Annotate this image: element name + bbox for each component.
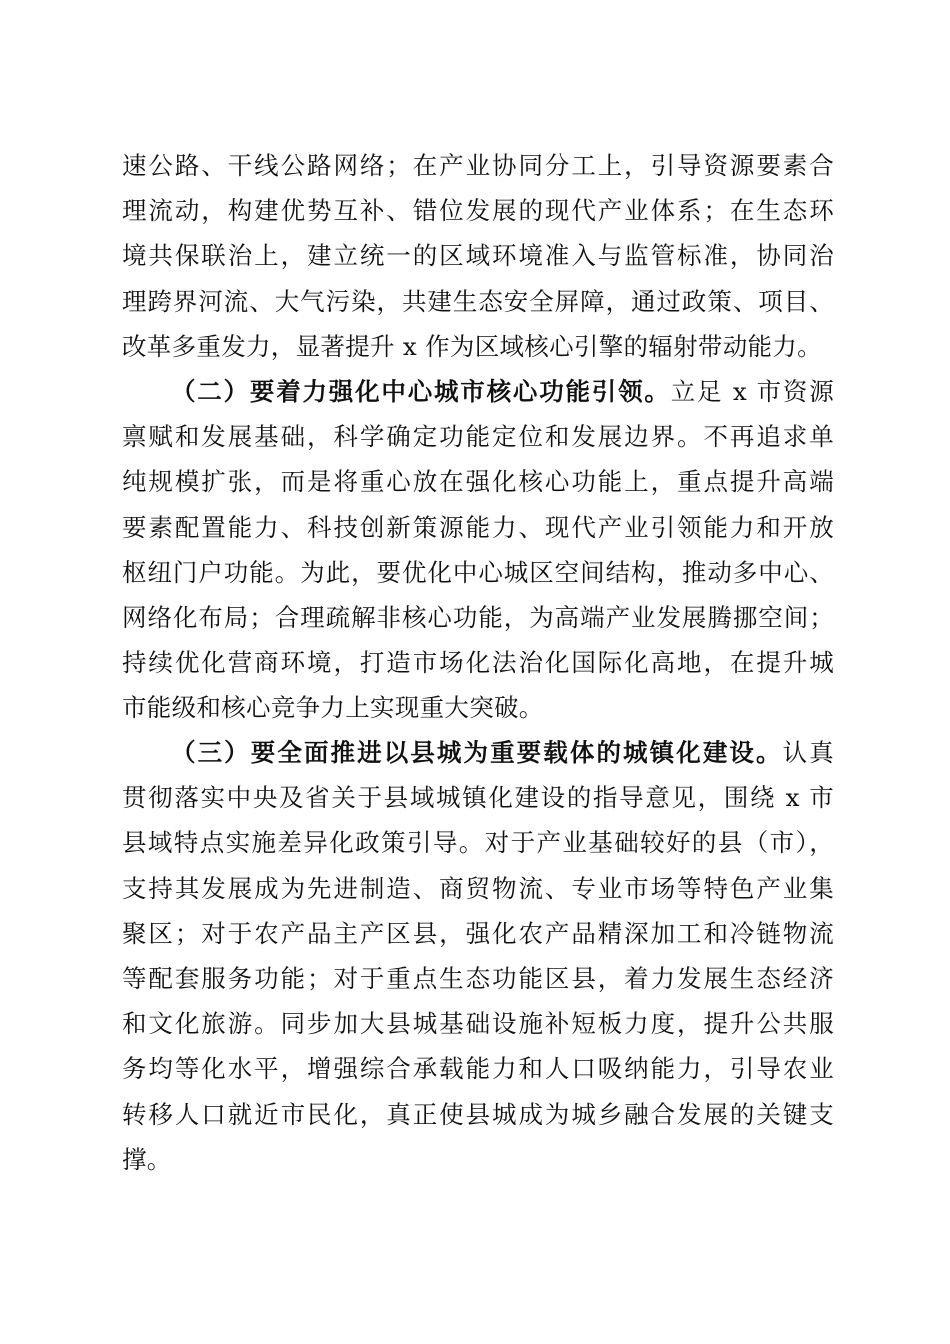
paragraph-line: 理跨界河流、大气污染，共建生态安全屏障，通过政策、项目、 bbox=[122, 286, 834, 316]
paragraph-line: 市能级和核心竞争力上实现重大突破。 bbox=[122, 693, 544, 723]
paragraph-line: 转移人口就近市民化，真正使县城成为城乡融合发展的关键支 bbox=[122, 1099, 834, 1129]
paragraph-line: 改革多重发力，显著提升 x 作为区域核心引擎的辐射带动能力。 bbox=[122, 331, 822, 361]
paragraph-line: 支持其发展成为先进制造、商贸物流、专业市场等特色产业集 bbox=[122, 873, 834, 903]
paragraph-line: 速公路、干线公路网络；在产业协同分工上，引导资源要素合 bbox=[122, 151, 834, 180]
paragraph-line: 持续优化营商环境，打造市场化法治化国际化高地，在提升城 bbox=[122, 648, 834, 678]
section-heading: （三）要全面推进以县城为重要载体的城镇化建设。 bbox=[171, 738, 783, 767]
paragraph-line: 境共保联治上，建立统一的区域环境准入与监管标准，协同治 bbox=[122, 241, 834, 271]
paragraph-central-city-function bbox=[122, 369, 834, 731]
paragraph-line: 县域特点实施差异化政策引导。对于产业基础较好的县（市）， bbox=[122, 828, 834, 858]
section-heading: （二）要着力强化中心城市核心功能引领。 bbox=[171, 377, 671, 406]
paragraph-line: 理流动，构建优势互补、错位发展的现代产业体系；在生态环 bbox=[122, 196, 834, 226]
paragraph-line: 聚区；对于农产品主产区县，强化农产品精深加工和冷链物流 bbox=[122, 918, 834, 948]
paragraph-line: 贯彻落实中央及省关于县域城镇化建设的指导意见，围绕 x 市 bbox=[122, 783, 834, 813]
paragraph-line: 纯规模扩张，而是将重心放在强化核心功能上，重点提升高端 bbox=[122, 467, 834, 497]
paragraph-line: 和文化旅游。同步加大县城基础设施补短板力度，提升公共服 bbox=[122, 1009, 834, 1039]
paragraph-regional-coordination bbox=[122, 143, 834, 369]
paragraph-line: 禀赋和发展基础，科学确定功能定位和发展边界。不再追求单 bbox=[122, 422, 834, 452]
paragraph-line: 枢纽门户功能。为此，要优化中心城区空间结构，推动多中心、 bbox=[122, 557, 834, 587]
paragraph-line: 要素配置能力、科技创新策源能力、现代产业引领能力和开放 bbox=[122, 512, 834, 542]
paragraph-line: （三）要全面推进以县城为重要载体的城镇化建设。认真 bbox=[171, 738, 834, 767]
paragraph-line: 务均等化水平，增强综合承载能力和人口吸纳能力，引导农业 bbox=[122, 1054, 834, 1084]
paragraph-line: 等配套服务功能；对于重点生态功能区县，着力发展生态经济 bbox=[122, 964, 834, 994]
paragraph-line: 网络化布局；合理疏解非核心功能，为高端产业发展腾挪空间； bbox=[122, 603, 834, 633]
paragraph-line: 撑。 bbox=[122, 1144, 172, 1174]
paragraph-county-urbanization bbox=[122, 730, 834, 1182]
paragraph-line: （二）要着力强化中心城市核心功能引领。立足 x 市资源 bbox=[171, 377, 834, 406]
